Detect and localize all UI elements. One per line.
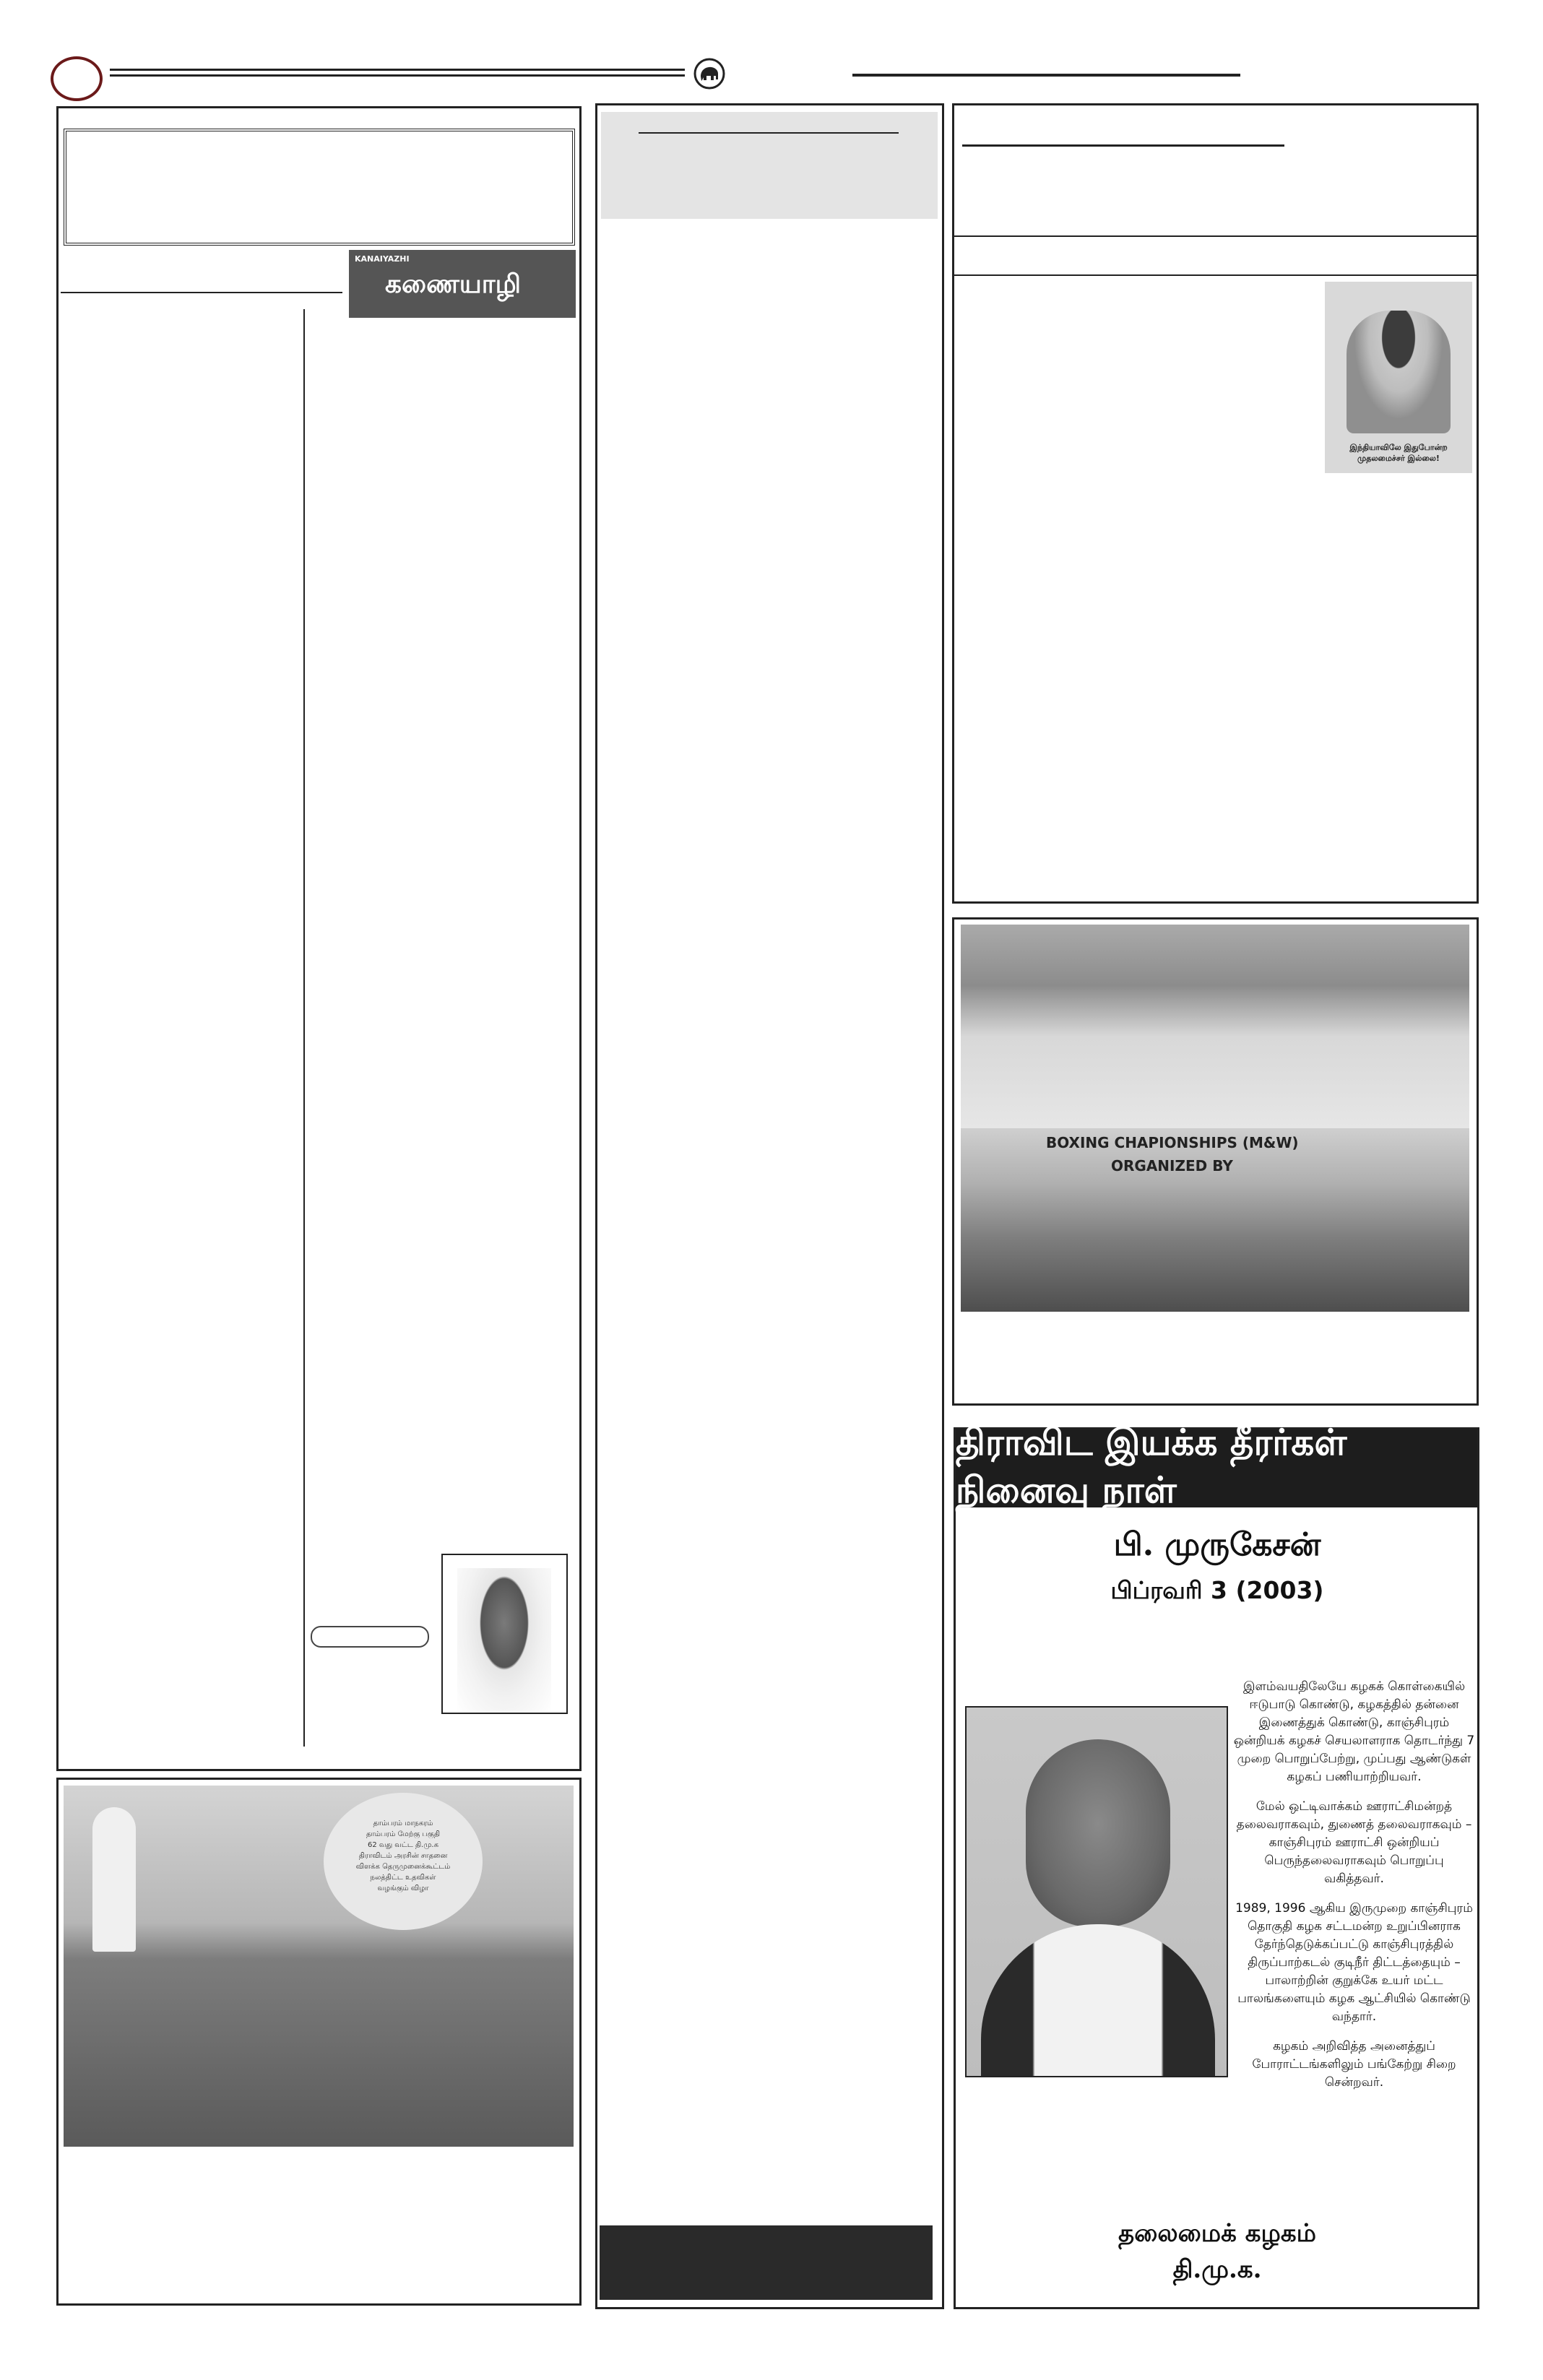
middle-column-frame [595,103,944,2309]
event-banner [324,1793,483,1930]
boxing-banner-line-1: BOXING CHAPIONSHIPS (M&W) [1046,1134,1299,1151]
boxing-award-photo [961,1128,1469,1312]
memorial-bio-para-4: கழகம் அறிவித்த அனைத்துப் போராட்டங்களிலும் பங்கேற்று சிறை சென்றவர். [1252,2039,1456,2090]
memorial-signature-line-1: தலைமைக் கழகம் [1118,2219,1316,2248]
memorial-portrait-shoulders [981,1924,1215,2077]
memorial-portrait [965,1706,1228,2077]
event-banner-line-3: 62 வது வட்ட தி.மு.க [367,1841,439,1849]
event-banner-line-1: தாம்பரம் மாநகரம் [373,1819,433,1827]
memorial-signature-line-2: தி.மு.க. [1172,2255,1262,2284]
memorial-signature [961,2215,1474,2288]
elephant-emblem-icon [693,58,725,90]
right-top-frame [952,103,1479,904]
memorial-bio-para-2: மேல் ஒட்டிவாக்கம் ஊராட்சிமன்றத் தலைவராகவும், துணைத் தலைவராகவும் – காஞ்சிபுரம் ஊராட்சி ஒன்றியப் பெருந்தலைவராகவும் பொறுப்பு வகித்தவர். [1236,1799,1472,1886]
event-photo [64,1786,574,2147]
right-section-rule-2 [954,274,1478,276]
page-number-circle [51,56,103,101]
header-rule-left-bottom [110,74,685,77]
event-speaker [92,1807,136,1952]
author-name-box [311,1626,429,1648]
event-banner-line-7: வழங்கும் விழா [377,1884,429,1892]
portrait-photo [1325,282,1472,473]
middle-footer-band [600,2225,933,2300]
memorial-bio [1233,1678,1475,2103]
middle-header-band [601,112,938,219]
header-rule-left-top [110,69,685,71]
event-banner-line-4: திராவிடம் அரசின் சாதனை [358,1852,448,1860]
event-banner-line-2: தாம்பரம் மேற்கு பகுதி [366,1830,441,1838]
memorial-portrait-face [1026,1739,1170,1927]
memorial-date: பிப்ரவரி 3 (2003) [1110,1576,1324,1604]
magazine-ad [349,250,576,318]
magazine-masthead: KANAIYAZHI [355,254,410,264]
right-section-rule-1 [954,235,1478,237]
left-column-frame [56,106,582,1771]
magazine-title: கணையாழி [385,269,522,299]
portrait-figure [1347,311,1451,433]
memorial-bio-para-3: 1989, 1996 ஆகிய இருமுறை காஞ்சிபுரம் தொகுதி கழக சட்டமன்ற உறுப்பினராக தேர்ந்தெடுக்கப்பட்டு காஞ்சிபுரத்தில் திருப்பாற்கடல் குடிநீர் திட்டத்தையும் – பாலாற்றின் குறுக்கே உயர் மட்ட பாலங்களையும் கழக ஆட்சியில் கொண்டு வந்தார். [1235,1901,1473,2024]
portrait-caption: இந்தியாவிலே இதுபோன்ற முதலமைச்சர் இல்லை! [1349,443,1448,463]
header-rule-right [852,74,1240,77]
right-article-rule [962,144,1284,147]
middle-header-rule [639,132,899,134]
headline-box [64,129,575,246]
author-face [457,1568,551,1713]
event-banner-line-6: நலத்திட்ட உதவிகள் [370,1874,436,1882]
article-rule-left [61,292,342,293]
lamp-lighting-photo [961,925,1469,1128]
memorial-name: பி. முருகேசன் [1113,1526,1321,1563]
memorial-heading: திராவிட இயக்க தீரர்கள் நினைவு நாள் [956,1429,1477,1507]
memorial-bio-para-1: இளம்வயதிலேயே கழகக் கொள்கையில் ஈடுபாடு கொண்டு, கழகத்தில் தன்னை இணைத்துக் கொண்டு, காஞ்சிபுரம் ஒன்றியக் கழகச் செயலாளராக தொடர்ந்து 7 முறை பொறுப்பேற்று, முப்பது ஆண்டுகள் கழகப் பணியாற்றியவர். [1233,1679,1475,1784]
author-photo [441,1554,568,1714]
event-banner-line-5: விளக்க தெருமுனைக்கூட்டம் [355,1863,451,1871]
column-divider-left [303,309,305,1747]
boxing-banner-line-2: ORGANIZED BY [1111,1157,1233,1174]
